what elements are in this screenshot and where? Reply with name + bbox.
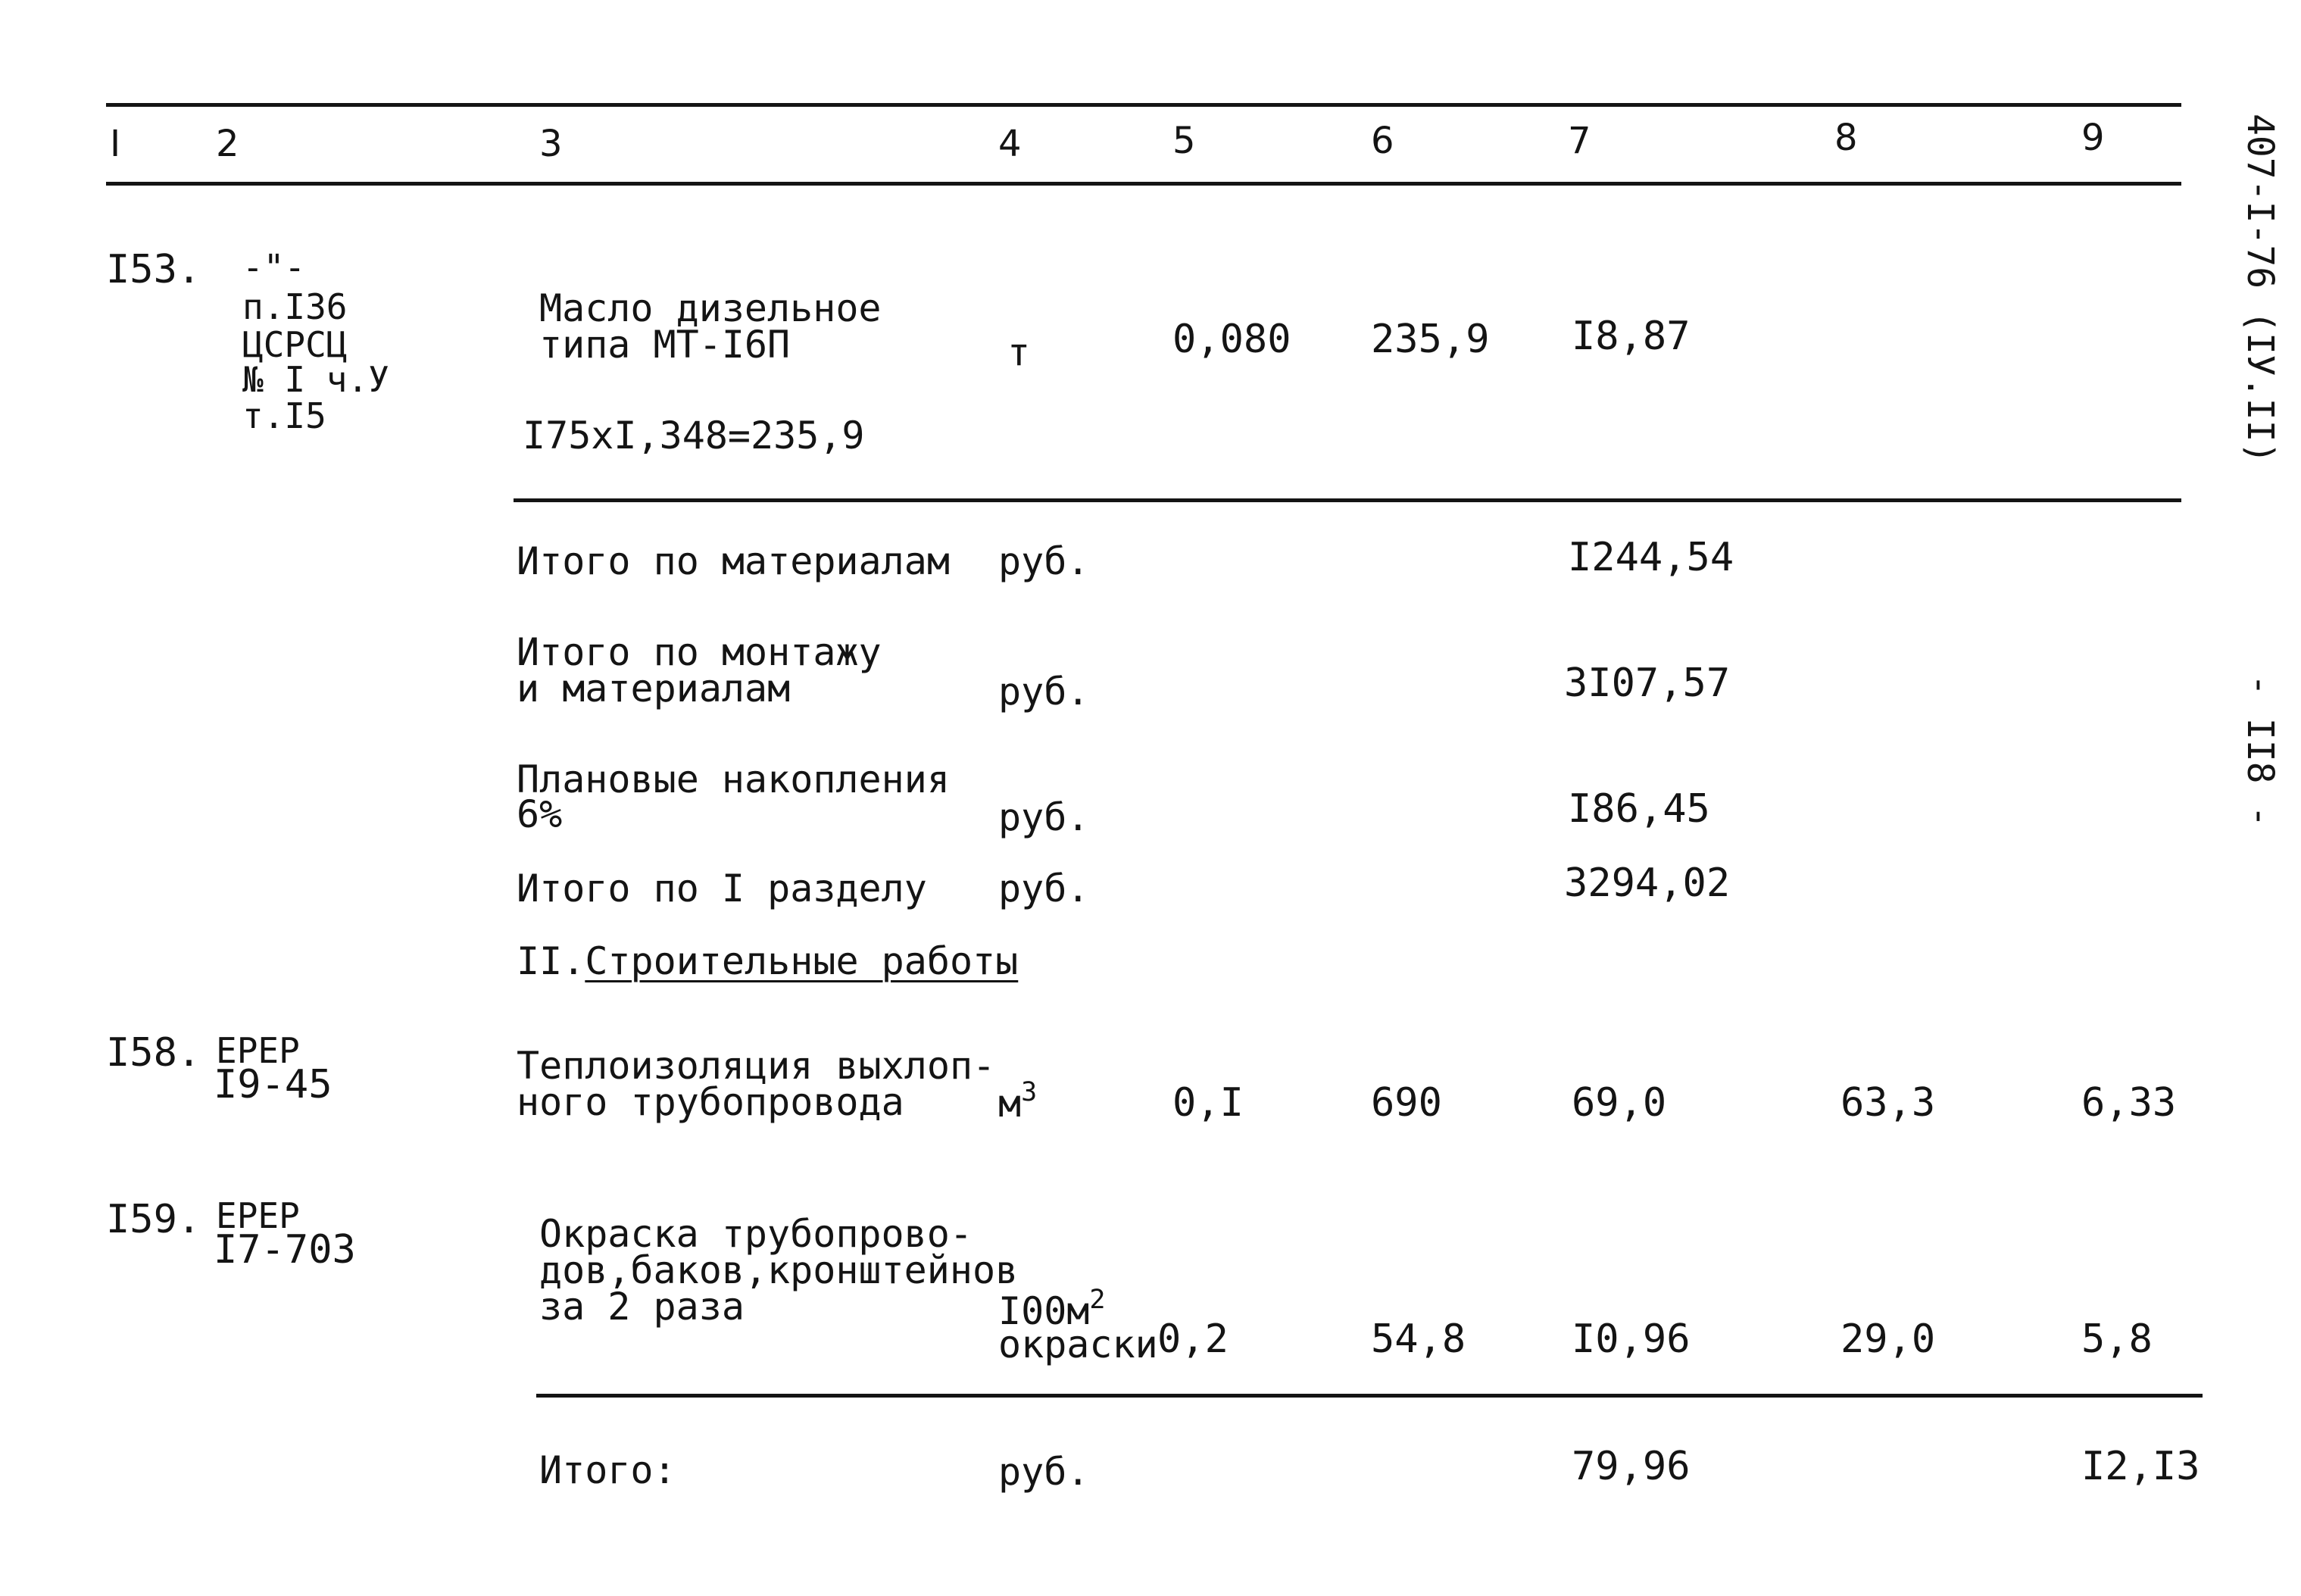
section-1-total-label: Итого по I разделу (517, 867, 927, 910)
row-153-ref-line-4: № I ч.У (242, 359, 389, 400)
row-159-quantity: 0,2 (1157, 1316, 1229, 1362)
row-158-desc-line-2: ного трубопровода (517, 1080, 904, 1124)
row-153-ref-line-3: ЦСРСЦ (242, 324, 348, 365)
row-158-number: I58. (106, 1030, 201, 1076)
row-158-col9: 6,33 (2081, 1080, 2177, 1126)
row-153-calculation: I75xI,348=235,9 (523, 414, 865, 458)
planned-savings-label-line-1: Плановые накопления (517, 757, 950, 801)
section-1-total-unit: руб. (998, 867, 1090, 910)
row-158-quantity: 0,I (1172, 1080, 1244, 1126)
row-153-unit: т (1007, 330, 1031, 374)
header-bottom-rule (106, 182, 2181, 186)
section-2-prefix: II. (517, 939, 585, 983)
page-number-label: - II8 - (2239, 674, 2281, 828)
col-header-9: 9 (2081, 117, 2105, 159)
row-158-price: 690 (1371, 1080, 1442, 1126)
row-153-total: I8,87 (1572, 314, 1691, 359)
row-159-total: I0,96 (1572, 1316, 1691, 1362)
row-153-desc-line-2: типа МТ-I6П (539, 323, 791, 367)
row-153-ref-line-2: п.I36 (242, 286, 348, 327)
row-158-unit (998, 1077, 1038, 1126)
row-159-desc-line-2: дов,баков,кронштейнов (539, 1248, 1019, 1292)
row-159-col8: 29,0 (1840, 1316, 1936, 1362)
row-159-ref-line-2: I7-703 (214, 1227, 356, 1273)
row-158-ref-line-2: I9-45 (214, 1062, 333, 1107)
row-153-ref-line-5: т.I5 (242, 395, 326, 436)
row-158-col8: 63,3 (1840, 1080, 1936, 1126)
mounting-total-label-line-1: Итого по монтажу (517, 630, 882, 674)
col-header-2: 2 (216, 123, 239, 165)
materials-total-label: Итого по материалам (517, 539, 950, 583)
planned-savings-value: I86,45 (1568, 786, 1710, 832)
grand-total-unit: руб. (998, 1450, 1090, 1494)
col-header-8: 8 (1834, 117, 1858, 159)
row-153-ref-line-1: -"- (242, 247, 306, 288)
row-159-bottom-rule (536, 1394, 2203, 1398)
col-header-1: I (110, 123, 121, 165)
materials-total-value: I244,54 (1568, 535, 1734, 580)
row-159-price: 54,8 (1371, 1316, 1466, 1362)
planned-savings-label-line-2: 6% (517, 792, 563, 836)
row-159-desc-line-3: за 2 раза (539, 1285, 745, 1329)
row-153-bottom-rule (514, 498, 2181, 502)
grand-total-value: 79,96 (1572, 1444, 1691, 1489)
col-header-3: 3 (539, 123, 563, 165)
mounting-total-unit: руб. (998, 670, 1090, 714)
mounting-total-value: 3I07,57 (1564, 661, 1731, 706)
header-top-rule (106, 103, 2181, 107)
row-159-unit-base: I00м (998, 1289, 1090, 1333)
row-159-desc-line-1: Окраска трубопрово- (539, 1212, 973, 1256)
row-153-number: I53. (106, 247, 201, 292)
row-159-unit-line-2: окраски (998, 1323, 1158, 1366)
row-158-unit-base: м (998, 1082, 1022, 1126)
col-header-6: 6 (1371, 120, 1394, 162)
mounting-total-label-line-2: и материалам (517, 667, 791, 711)
col-header-4: 4 (998, 123, 1022, 165)
row-153-price: 235,9 (1371, 317, 1490, 362)
row-158-total: 69,0 (1572, 1080, 1667, 1126)
row-153-quantity: 0,080 (1172, 317, 1291, 362)
materials-total-unit: руб. (998, 539, 1090, 583)
row-159-col9: 5,8 (2081, 1316, 2153, 1362)
section-2-title (517, 939, 1019, 983)
grand-total-label: Итого: (539, 1448, 676, 1492)
row-159-unit-exponent: 2 (1089, 1285, 1106, 1315)
col-header-5: 5 (1172, 120, 1196, 162)
document-code-label: 407-I-76 (IУ.II) (2239, 114, 2281, 464)
grand-total-col9: I2,I3 (2081, 1444, 2200, 1489)
row-159-number: I59. (106, 1197, 201, 1242)
row-158-ref-line-1: ЕРЕР (216, 1030, 300, 1071)
planned-savings-unit: руб. (998, 795, 1090, 839)
section-2-heading: Строительные работы (585, 939, 1019, 983)
row-153-desc-line-1: Масло дизельное (539, 286, 882, 330)
col-header-7: 7 (1568, 120, 1591, 162)
section-1-total-value: 3294,02 (1564, 860, 1731, 906)
row-159-ref-line-1: ЕРЕР (216, 1195, 300, 1236)
row-158-desc-line-1: Теплоизоляция выхлоп- (517, 1044, 996, 1088)
row-158-unit-exponent: 3 (1021, 1077, 1038, 1107)
